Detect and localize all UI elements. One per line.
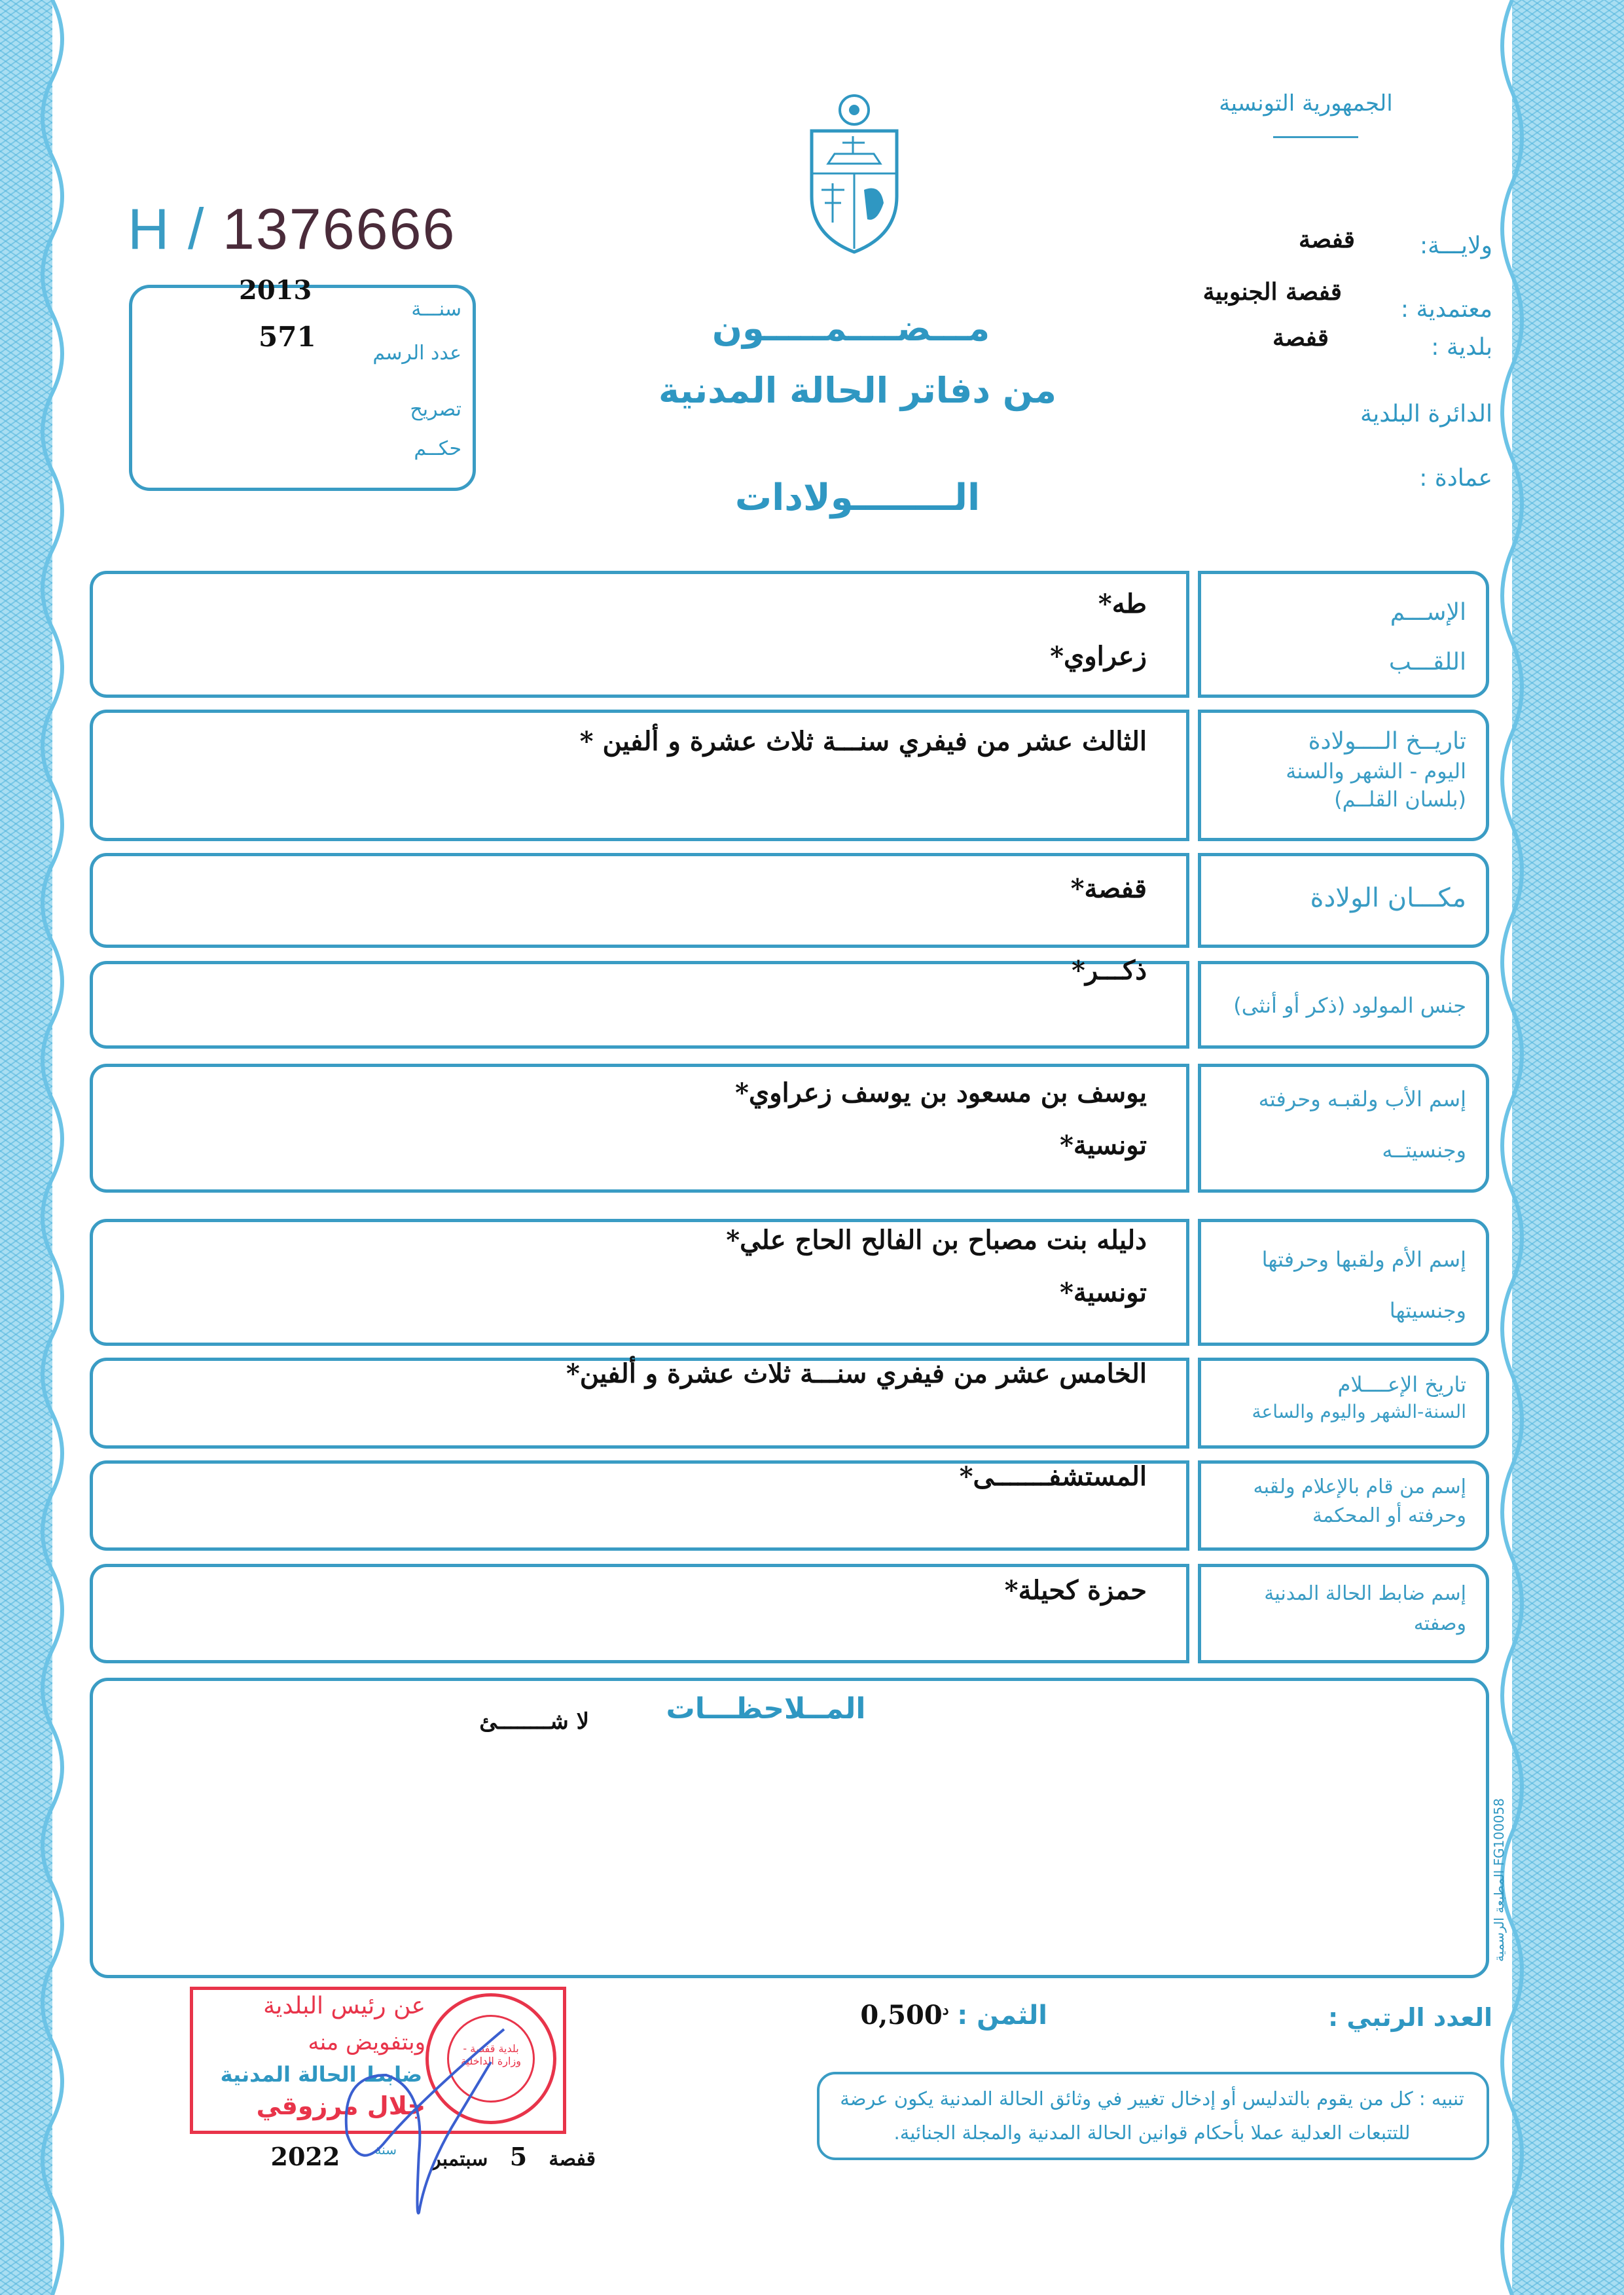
record-number-value: 571	[259, 321, 316, 353]
wilaya-label: ولايـــة:	[1419, 232, 1492, 259]
republic-title: الجمهورية التونسية	[1219, 90, 1393, 117]
judgment-label: حكــم	[414, 437, 461, 460]
value-cell	[90, 710, 1189, 841]
district-label: الدائرة البلدية	[1360, 401, 1492, 427]
stamp-line-3: ضابط الحالة المدنية	[220, 2062, 422, 2087]
issue-year: 2022	[270, 2142, 340, 2171]
stamp-line-1: عن رئيس البلدية	[263, 1993, 425, 2019]
declarant-value: المستشفـــــــى*	[959, 1461, 1147, 1492]
declaration-date-value: الخامس عشر من فيفري سنـــة ثلاث عشرة و ألفين*	[566, 1358, 1147, 1389]
title-content: مـــضــــمـــــون	[712, 308, 990, 349]
sex-value: ذكـــر*	[1072, 955, 1147, 986]
price-label: الثمن :	[957, 2000, 1047, 2031]
value-cell	[90, 1460, 1189, 1551]
value-cell	[90, 853, 1189, 948]
printer-code: المطبعة الرسمية FG100058	[1491, 1798, 1507, 1962]
value-cell	[90, 1064, 1189, 1193]
price	[851, 2000, 1047, 2031]
label-cell	[1198, 710, 1489, 841]
label-cell	[1198, 853, 1489, 948]
birth-place-label: مكـــان الولادة	[1310, 883, 1466, 913]
label-cell	[1198, 1219, 1489, 1346]
label-cell	[1198, 1460, 1489, 1551]
surname-value: زعراوي*	[1050, 641, 1147, 672]
imada-label: عمادة :	[1419, 465, 1492, 492]
birth-date-value: الثالث عشر من فيفري سنـــة ثلاث عشرة و ألفين *	[579, 726, 1147, 757]
registrar-label: إسم ضابط الحالة المدنية	[1264, 1582, 1466, 1605]
price-currency: د	[942, 2001, 949, 2019]
municipality-label: بلدية :	[1431, 334, 1492, 361]
father-nationality-label: وجنسيتــه	[1382, 1138, 1466, 1163]
delegation-label: معتمدية :	[1400, 296, 1492, 323]
issue-year-label: سنة	[374, 2142, 397, 2158]
father-nationality-value: تونسية*	[1059, 1130, 1147, 1161]
remarks-value: لا شــــــــئ	[479, 1708, 589, 1735]
issue-day: 5	[509, 2142, 528, 2171]
label-cell	[1198, 961, 1489, 1049]
record-number-label: عدد الرسم	[372, 342, 461, 365]
stamp-line-2: وبتفويض منه	[308, 2029, 425, 2055]
title-births: الــــــــولادات	[734, 477, 981, 519]
republic-ornament	[1273, 136, 1358, 138]
label-cell	[1198, 1564, 1489, 1663]
label-cell	[1198, 571, 1489, 698]
label-cell	[1198, 1358, 1489, 1449]
mother-nationality-label: وجنسيتها	[1389, 1298, 1466, 1323]
municipality-value: قفصة	[1272, 324, 1329, 352]
serial-number	[128, 196, 456, 262]
wilaya-value: قفصة	[1299, 226, 1355, 253]
declarant-label: إسم من قام بالإعلام ولقبه	[1253, 1475, 1466, 1498]
issue-month: سبتمبر	[431, 2148, 488, 2171]
warning-text: تنبيه : كل من يقوم بالتدليس أو إدخال تغيير في وثائق الحالة المدنية يكون عرضة للتتبعات العدلية عملا بأحكام قوانين الحالة المدنية والمجلة الجنائية.	[840, 2087, 1464, 2144]
birth-date-label: تاريــخ الــــولادة	[1308, 728, 1466, 755]
mother-name-value: دليله بنت مصباح بن الفالح الحاج علي*	[726, 1225, 1147, 1256]
first-name-label: الإســـم	[1390, 599, 1466, 626]
record-year-value: 2013	[239, 275, 312, 306]
registrar-value: حمزة كحيلة*	[1004, 1575, 1147, 1606]
birth-date-note: (بلسان القلــم)	[1334, 787, 1466, 812]
price-amount: 0,500	[860, 2000, 943, 2031]
signature	[288, 2023, 550, 2232]
price-value	[860, 2000, 948, 2031]
issue-place: قفصة	[549, 2148, 596, 2171]
mother-nationality-value: تونسية*	[1059, 1277, 1147, 1308]
serial-value: 1376666	[222, 196, 456, 261]
delegation-value: قفصة الجنوبية	[1202, 278, 1342, 306]
birth-place-value: قفصة*	[1070, 873, 1147, 904]
registrar-sublabel: وصفته	[1413, 1612, 1466, 1635]
label-cell	[1198, 1064, 1489, 1193]
mother-label: إسم الأم ولقبها وحرفتها	[1261, 1247, 1466, 1272]
declarant-sublabel: وحرفته أو المحكمة	[1312, 1504, 1466, 1527]
remarks-title: المــلاحظـــات	[666, 1692, 866, 1726]
stamp-line-4: جلال مرزوقي	[256, 2091, 425, 2120]
record-year-label: سنـــة	[411, 298, 461, 321]
declaration-date-label: تاريخ الإعــــلام	[1337, 1372, 1466, 1397]
title-civil-registers: من دفاتر الحالة المدنية	[659, 370, 1056, 411]
round-seal-text: بلدية قفصة - وزارة الداخلية	[461, 2042, 521, 2067]
value-cell	[90, 1219, 1189, 1346]
declaration-date-sublabel: السنة-الشهر واليوم والساعة	[1252, 1401, 1466, 1422]
declaration-label: تصريح	[410, 398, 461, 421]
first-name-value: طه*	[1098, 588, 1147, 619]
surname-label: اللقـــب	[1388, 649, 1466, 676]
birth-date-sublabel: اليوم - الشهر والسنة	[1286, 759, 1466, 784]
sex-label: جنس المولود (ذكر أو أنثى)	[1233, 993, 1466, 1018]
coat-of-arms-emblem	[802, 92, 907, 255]
value-cell	[90, 955, 1189, 1049]
value-cell	[90, 1358, 1189, 1449]
serial-prefix: H /	[128, 196, 206, 261]
father-name-value: يوسف بن مسعود بن يوسف زعراوي*	[734, 1077, 1147, 1108]
serial-order-label: العدد الرتبي :	[1327, 2003, 1492, 2032]
father-label: إسم الأب ولقبـه وحرفته	[1258, 1087, 1466, 1111]
value-cell	[90, 571, 1189, 698]
value-cell	[90, 1564, 1189, 1663]
